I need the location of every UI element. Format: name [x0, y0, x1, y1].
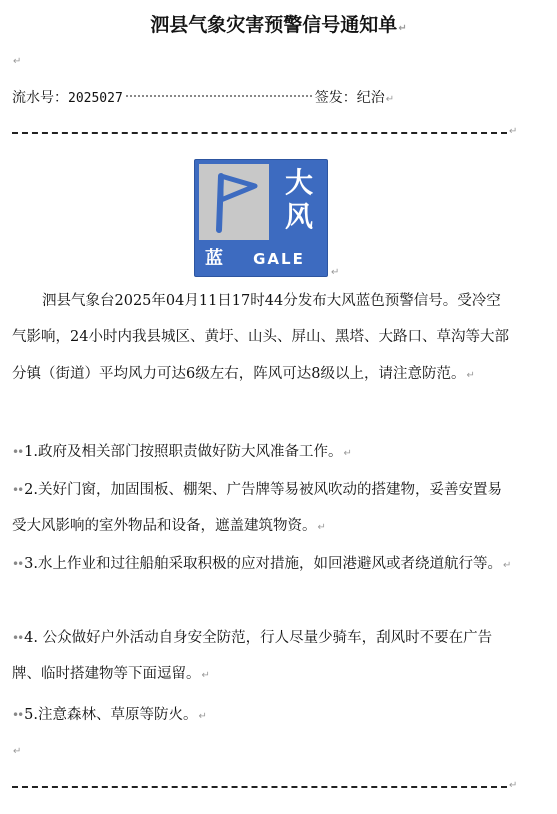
dashed-divider-bottom	[12, 786, 507, 788]
hazard-label: 大风	[284, 166, 313, 233]
dashed-divider-top	[12, 132, 507, 134]
issuer-label: 签发：	[314, 90, 357, 106]
english-label: GALE	[253, 250, 305, 268]
list-item: •• 4. 公众做好户外活动自身安全防范，行人尽量少骑车，刮风时不要在广告牌、临时搭建物等下面逗留。↵	[12, 630, 493, 683]
paragraph-mark: ↵	[385, 94, 395, 105]
wind-flag-icon	[199, 164, 269, 240]
paragraph-mark: ↵	[509, 126, 518, 137]
document-title	[0, 10, 557, 37]
list-item: •• 3.水上作业和过往船舶采取积极的应对措施，如回港避风或者绕道航行等。↵	[12, 556, 512, 572]
paragraph-mark: ↵	[509, 780, 518, 791]
paragraph-mark: ↵	[13, 56, 22, 67]
issuer-name: 纪治	[356, 90, 385, 106]
gale-warning-badge	[194, 159, 328, 277]
title-text: 泗县气象灾害预警信号通知单	[150, 14, 398, 36]
serial-line	[12, 87, 394, 107]
serial-number: 2025027	[68, 91, 123, 106]
empty-line	[12, 52, 21, 68]
dotted-leader	[126, 95, 312, 97]
list-item: •• 1.政府及相关部门按照职责做好防大风准备工作。↵	[12, 444, 352, 460]
list-item: •• 5.注意森林、草原等防火。↵	[12, 707, 207, 723]
serial-label: 流水号：	[12, 90, 68, 106]
paragraph-mark: ↵	[331, 267, 340, 278]
paragraph-mark: ↵	[398, 23, 407, 34]
list-item: •• 2.关好门窗，加固围板、棚架、广告牌等易被风吹动的搭建物，妥善安置易受大风影响的室外物品和设备，遮盖建筑物资。↵	[12, 482, 502, 535]
level-label: 蓝	[205, 248, 223, 269]
intro-paragraph: 泗县气象台2025年04月11日17时44分发布大风蓝色预警信号。受冷空气影响，24小时内我县城区、黄圩、山头、屏山、黑塔、大路口、草沟等大部分镇（街道）平均风力可达6级左右，阵风可达8级以上，请注意防范。↵	[12, 293, 509, 382]
empty-line: ↵	[13, 746, 22, 757]
